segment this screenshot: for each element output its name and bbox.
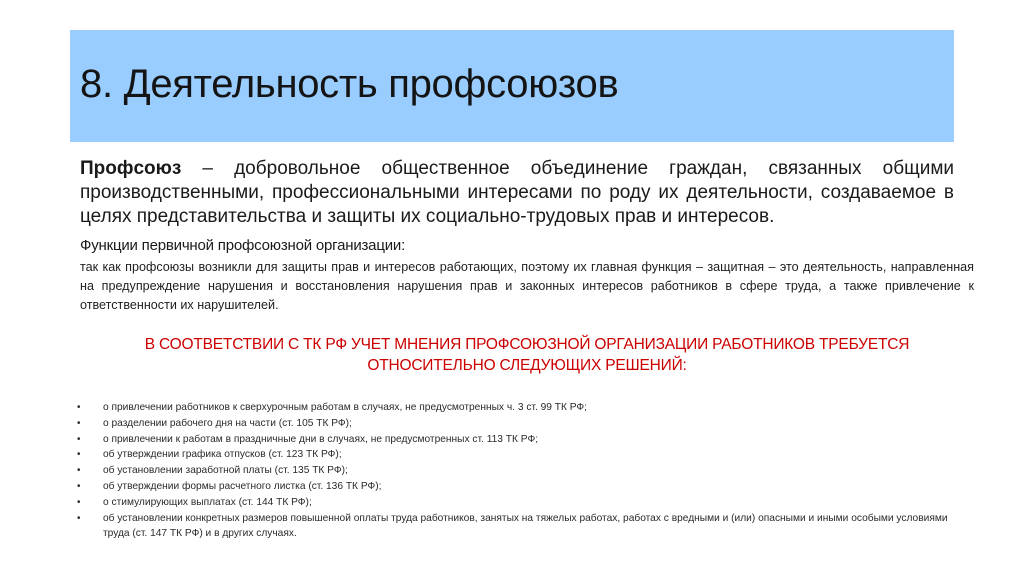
bullet-icon: • <box>77 512 81 524</box>
bullet-icon: • <box>77 449 81 461</box>
definition-paragraph <box>80 157 954 229</box>
bullet-icon: • <box>77 402 81 413</box>
list-item <box>72 400 972 416</box>
list-item-text: об установлении конкретных размеров повышенной оплаты труда работников, занятых на тяжелых работах, работах с вредными и (или) опасными и иными особыми условиями труда (ст. 147 ТК РФ) и в других случаях. <box>103 512 948 540</box>
bullet-icon: • <box>77 433 81 445</box>
slide-title: 8. Деятельность профсоюзов <box>80 62 619 106</box>
definition-text: – добровольное общественное объединение граждан, связанных общими производственными, профессиональными интересами по роду их деятельности, создаваемое в целях представительства и защиты их социально-трудовых прав и интересов. <box>80 158 954 227</box>
list-item <box>72 511 972 543</box>
list-item-text: о привлечении к работам в праздничные дни в случаях, не предусмотренных ст. 113 ТК РФ; <box>103 433 539 445</box>
list-item-text: об установлении заработной платы (ст. 135 ТК РФ); <box>103 465 348 477</box>
list-item-text: о разделении рабочего дня на части (ст. 105 ТК РФ); <box>103 417 352 429</box>
list-item <box>72 447 972 463</box>
functions-text: так как профсоюзы возникли для защиты прав и интересов работающих, поэтому их главная функция – защитная – это деятельность, направленная на предупреждение нарушения и восстановления нарушения прав и законных интересов работников в сфере труда, а также привлечение к ответственности их нарушителей. <box>80 260 974 312</box>
list-item <box>72 495 972 511</box>
list-item-text: о привлечении работников к сверхурочным работам в случаях, не предусмотренных ч. 3 ст. 99 ТК РФ; <box>103 402 588 413</box>
list-item-text: о стимулирующих выплатах (ст. 144 ТК РФ); <box>103 496 312 508</box>
functions-heading: Функции первичной профсоюзной организации: <box>80 237 406 254</box>
bullet-icon: • <box>77 496 81 508</box>
list-item <box>72 479 972 495</box>
list-item <box>72 432 972 448</box>
bullet-icon: • <box>77 465 81 477</box>
bullet-icon: • <box>77 480 81 492</box>
title-band <box>70 30 954 142</box>
list-item <box>72 416 972 432</box>
bullet-icon: • <box>77 417 81 429</box>
list-item-text: об утверждении графика отпусков (ст. 123 ТК РФ); <box>103 449 342 461</box>
list-item <box>72 463 972 479</box>
list-item-text: об утверждении формы расчетного листка (ст. 136 ТК РФ); <box>103 480 382 492</box>
definition-term: Профсоюз <box>80 158 182 179</box>
decisions-list <box>72 400 972 542</box>
requirement-heading: В СООТВЕТСТВИИ С ТК РФ УЧЕТ МНЕНИЯ ПРОФСОЮЗНОЙ ОРГАНИЗАЦИИ РАБОТНИКОВ ТРЕБУЕТСЯ ОТНОСИТЕЛЬНО СЛЕДУЮЩИХ РЕШЕНИЙ: <box>144 336 910 374</box>
